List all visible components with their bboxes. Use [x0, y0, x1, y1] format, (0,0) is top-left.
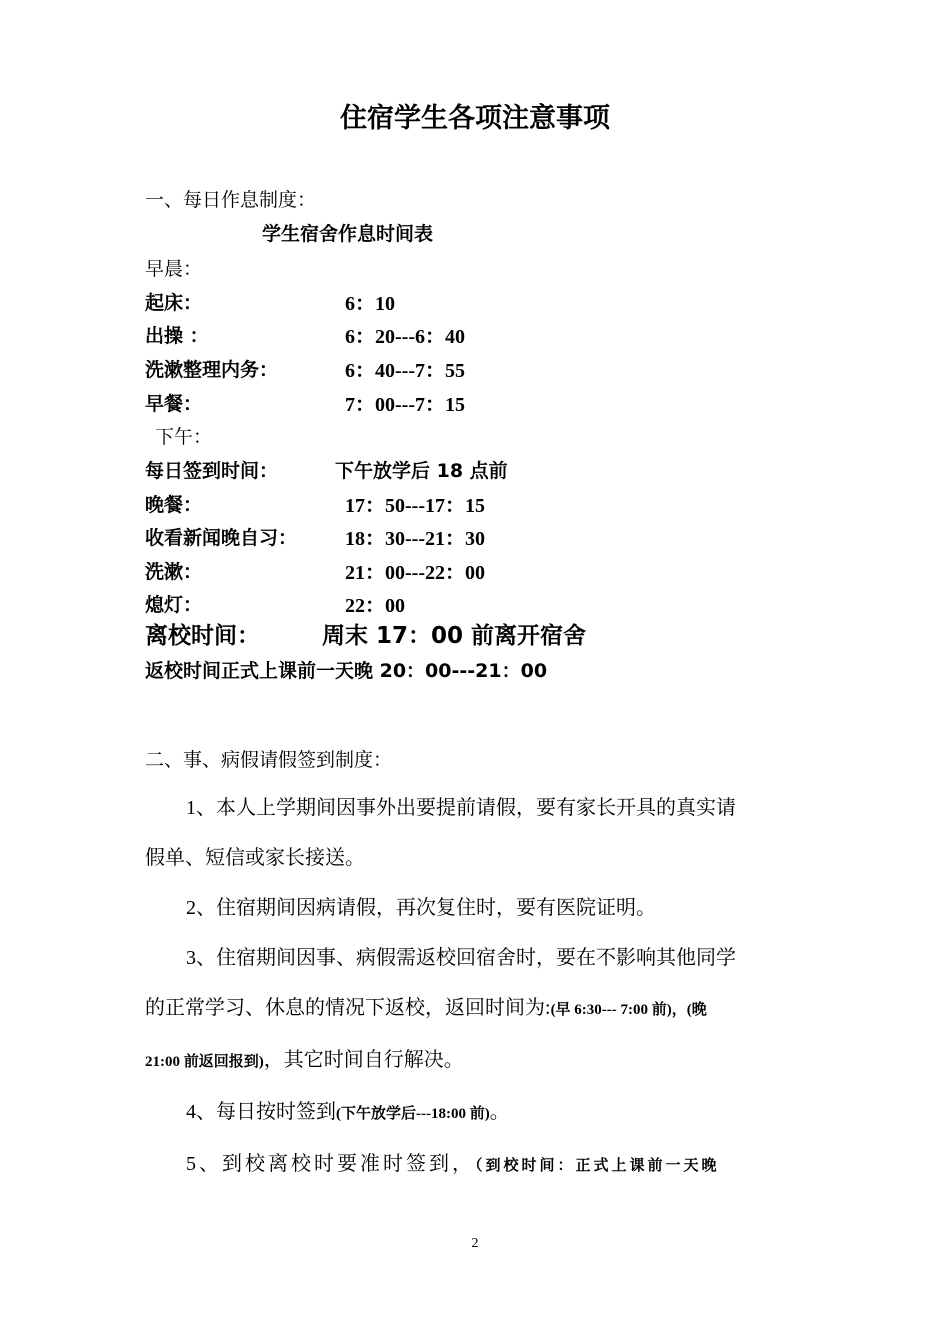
section1-heading: 一、每日作息制度： — [145, 189, 317, 211]
schedule-label: 洗漱： — [145, 561, 203, 583]
afternoon-label: 下午： — [155, 426, 213, 448]
section2-heading: 二、事、病假请假签到制度： — [145, 749, 393, 771]
signin-label: 每日签到时间： — [145, 460, 279, 482]
rule-item: 1、本人上学期间因事外出要提前请假，要有家长开具的真实请 — [186, 797, 736, 819]
rule-item — [145, 1087, 810, 1139]
schedule-time: 22：00 — [345, 595, 405, 617]
rule-item-continuation: 假单、短信或家长接送。 — [145, 847, 365, 869]
return-time-window: (早 6:30--- 7:00 前)，(晚 — [550, 1002, 707, 1018]
rule-item-continuation — [145, 1035, 810, 1087]
rule-item: 2、住宿期间因病请假，再次复住时，要有医院证明。 — [186, 897, 656, 919]
schedule-table-title: 学生宿舍作息时间表 — [262, 223, 434, 245]
leave-rules — [145, 783, 810, 1190]
schedule-time: 17：50---17：15 — [345, 495, 485, 517]
schedule-label: 熄灯： — [145, 594, 203, 616]
schedule-label: 出操 ： — [145, 325, 209, 347]
schedule-time: 6：20---6：40 — [345, 326, 465, 348]
rule-item-continuation — [145, 983, 810, 1035]
page-title: 住宿学生各项注意事项 — [340, 103, 610, 133]
leave-label: 离校时间： — [145, 623, 260, 649]
morning-label: 早晨： — [145, 258, 203, 280]
rule-text: 的正常学习、休息的情况下返校，返回时间为: — [145, 997, 551, 1019]
schedule-label: 晚餐： — [145, 494, 203, 516]
rule-text: 4、每日按时签到 — [186, 1101, 336, 1123]
return-time: 返校时间正式上课前一天晚 20：00---21：00 — [145, 660, 548, 682]
rule-text: 。 — [489, 1101, 510, 1123]
leave-value: 周末 17：00 前离开宿舍 — [322, 623, 587, 649]
rule-text: ，其它时间自行解决。 — [263, 1049, 464, 1071]
signin-window: (下午放学后---18:00 前) — [336, 1106, 490, 1122]
schedule-label: 早餐： — [145, 393, 203, 415]
return-time-window: 21:00 前返回报到) — [145, 1054, 264, 1070]
rule-item: 3、住宿期间因事、病假需返校回宿舍时，要在不影响其他同学 — [186, 947, 736, 969]
schedule-time: 21：00---22：00 — [345, 562, 485, 584]
arrival-time-note: （到校时间：正式上课前一天晚 — [475, 1156, 720, 1174]
schedule-label: 洗漱整理内务： — [145, 359, 279, 381]
schedule-time: 18：30---21：30 — [345, 528, 485, 550]
schedule-label: 收看新闻晚自习： — [145, 527, 298, 549]
rule-item — [145, 1139, 810, 1190]
signin-value: 下午放学后 18 点前 — [335, 460, 508, 482]
schedule-time: 7：00---7：15 — [345, 394, 465, 416]
schedule-time: 6：10 — [345, 293, 395, 315]
rule-text: 5、到校离校时要准时签到， — [186, 1153, 475, 1175]
page-number: 2 — [471, 1236, 479, 1251]
schedule-label: 起床： — [145, 292, 203, 314]
schedule-time: 6：40---7：55 — [345, 360, 465, 382]
